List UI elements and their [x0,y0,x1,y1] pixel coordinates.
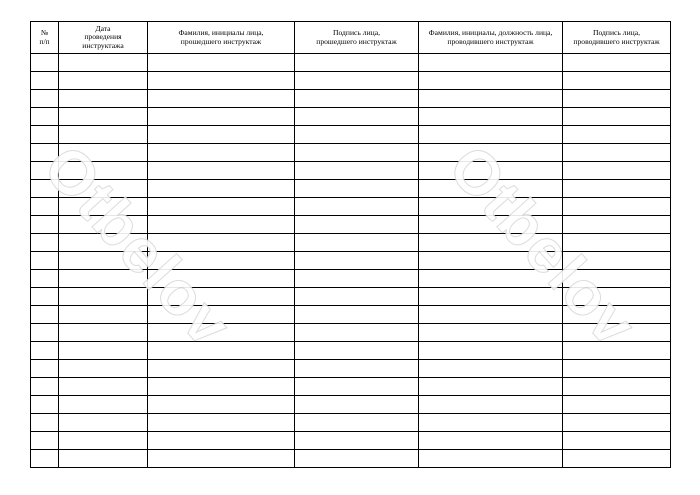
table-cell [59,234,148,252]
table-cell [295,144,419,162]
watermark: Otbelov [29,132,246,361]
table-cell [148,234,295,252]
table-row [31,144,671,162]
table-cell [59,360,148,378]
table-cell [563,450,671,468]
table-cell [31,378,59,396]
table-cell [59,180,148,198]
table-cell [295,108,419,126]
table-cell [148,342,295,360]
table-cell [563,270,671,288]
table-cell [31,288,59,306]
table-cell [563,108,671,126]
table-cell [59,288,148,306]
table-cell [295,396,419,414]
table-cell [563,162,671,180]
table-cell [419,126,563,144]
table-cell [148,306,295,324]
table-cell [31,432,59,450]
table-cell [148,360,295,378]
table-cell [148,270,295,288]
table-cell [59,342,148,360]
table-cell [563,126,671,144]
table-row [31,252,671,270]
table-cell [419,324,563,342]
table-cell [31,270,59,288]
table-cell [59,198,148,216]
table-cell [295,432,419,450]
table-row [31,342,671,360]
table-cell [563,306,671,324]
table-cell [419,252,563,270]
table-cell [563,72,671,90]
table-cell [31,162,59,180]
table-cell [148,108,295,126]
table-cell [419,288,563,306]
table-cell [563,414,671,432]
table-cell [59,72,148,90]
column-header-instructor-signature: Подпись лица, проводившего инструктаж [563,22,671,54]
table-cell [31,108,59,126]
table-cell [31,234,59,252]
table-cell [295,54,419,72]
table-cell [563,396,671,414]
table-cell [148,162,295,180]
table-row [31,198,671,216]
table-cell [563,360,671,378]
table-cell [295,126,419,144]
table-cell [59,306,148,324]
table-row [31,414,671,432]
table-cell [31,54,59,72]
table-cell [419,450,563,468]
table-cell [148,180,295,198]
table-cell [148,378,295,396]
table-cell [419,360,563,378]
table-cell [563,432,671,450]
table-cell [148,72,295,90]
table-cell [563,144,671,162]
table-cell [419,90,563,108]
table-cell [31,198,59,216]
table-cell [148,450,295,468]
table-cell [563,54,671,72]
table-row [31,234,671,252]
table-row [31,72,671,90]
table-header-row [31,22,671,54]
table-cell [295,450,419,468]
table-cell [31,342,59,360]
table-cell [419,162,563,180]
table-cell [295,252,419,270]
column-header-number: № п/п [31,22,59,54]
table-cell [419,432,563,450]
table-cell [31,126,59,144]
table-cell [59,54,148,72]
table-cell [148,54,295,72]
table-cell [148,288,295,306]
table-cell [295,180,419,198]
table-cell [59,270,148,288]
table-cell [59,432,148,450]
table-cell [419,378,563,396]
table-cell [148,252,295,270]
table-cell [31,90,59,108]
table-row [31,450,671,468]
table-cell [563,180,671,198]
table-cell [31,396,59,414]
table-cell [295,414,419,432]
column-header-date: Дата проведения инструктажа [59,22,148,54]
table-cell [59,126,148,144]
table-cell [148,396,295,414]
table-cell [419,216,563,234]
table-cell [419,108,563,126]
table-cell [295,342,419,360]
table-cell [148,198,295,216]
table-row [31,360,671,378]
table-cell [295,234,419,252]
table-cell [148,144,295,162]
table-cell [59,450,148,468]
table-cell [31,360,59,378]
column-header-instructor-name: Фамилия, инициалы, должность лица, проводившего инструктаж [419,22,563,54]
table-cell [295,378,419,396]
table-cell [59,252,148,270]
watermark: Otbelov [434,132,651,361]
column-header-trainee-signature: Подпись лица, прошедшего инструктаж [295,22,419,54]
table-cell [419,198,563,216]
table-cell [59,378,148,396]
table-cell [59,216,148,234]
table-cell [59,414,148,432]
table-row [31,432,671,450]
table-cell [31,144,59,162]
table-cell [295,216,419,234]
table-cell [295,324,419,342]
table-row [31,324,671,342]
table-row [31,270,671,288]
table-cell [148,126,295,144]
table-cell [419,54,563,72]
table-cell [419,342,563,360]
table-cell [148,324,295,342]
table-cell [148,432,295,450]
table-row [31,306,671,324]
table-cell [419,144,563,162]
table-cell [59,396,148,414]
table-cell [31,450,59,468]
table-cell [148,216,295,234]
table-row [31,108,671,126]
table-cell [295,360,419,378]
table-row [31,54,671,72]
table-cell [419,270,563,288]
table-cell [419,414,563,432]
table-cell [563,288,671,306]
instruction-journal-table [30,21,671,468]
table-cell [31,180,59,198]
table-cell [59,108,148,126]
table-body [31,54,671,468]
table-row [31,288,671,306]
table-cell [31,252,59,270]
table-cell [295,72,419,90]
table-cell [59,144,148,162]
table-cell [295,288,419,306]
table-cell [419,180,563,198]
table-cell [295,198,419,216]
table-cell [295,162,419,180]
table-cell [295,306,419,324]
table-cell [419,72,563,90]
column-header-trainee-name: Фамилия, инициалы лица, прошедшего инструктаж [148,22,295,54]
table-cell [31,414,59,432]
table-cell [31,324,59,342]
table-cell [59,162,148,180]
table-cell [563,216,671,234]
table-cell [419,234,563,252]
table-cell [295,270,419,288]
table-cell [31,72,59,90]
table-cell [563,234,671,252]
table-cell [295,90,419,108]
table-row [31,90,671,108]
table-row [31,126,671,144]
table-cell [563,324,671,342]
table-cell [31,306,59,324]
table-row [31,378,671,396]
table-row [31,162,671,180]
table-cell [563,198,671,216]
table-cell [563,342,671,360]
table-cell [563,252,671,270]
table-row [31,396,671,414]
table-row [31,216,671,234]
table-cell [419,396,563,414]
table-cell [31,216,59,234]
table-cell [148,414,295,432]
table-cell [59,90,148,108]
table-cell [563,90,671,108]
table-cell [563,378,671,396]
table-cell [59,324,148,342]
table-cell [419,306,563,324]
table-cell [148,90,295,108]
table-row [31,180,671,198]
